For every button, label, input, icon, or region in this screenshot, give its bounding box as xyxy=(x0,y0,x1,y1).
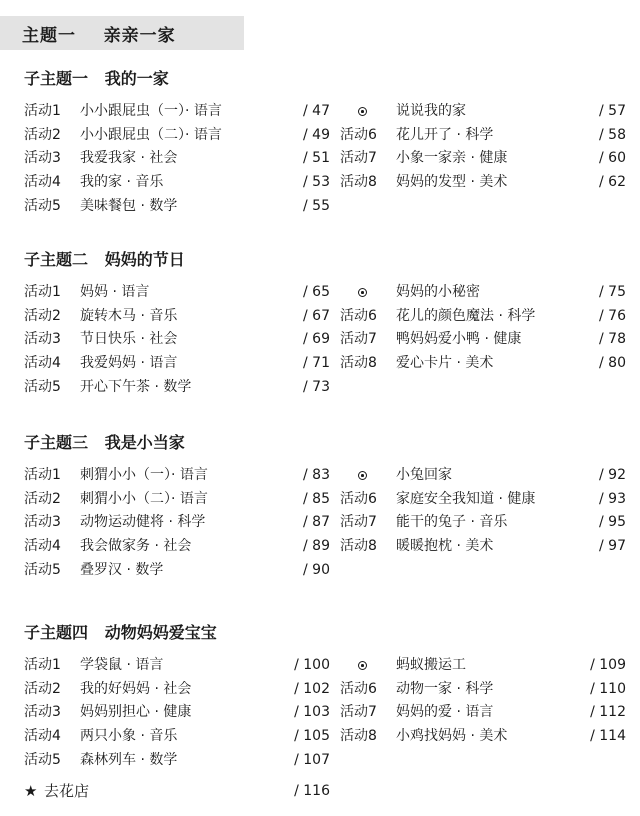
subtheme-title xyxy=(24,620,217,643)
page-number: / 75 xyxy=(599,284,626,300)
toc-entry[interactable] xyxy=(340,535,640,558)
activity-name: 蚂蚁搬运工 xyxy=(396,657,466,673)
activity-name: 开心下午茶 · 数学 xyxy=(80,378,192,395)
subtheme-title xyxy=(24,430,185,453)
activity-number: 活动4 xyxy=(24,174,61,191)
activity-number: 活动5 xyxy=(24,378,61,395)
toc-entry[interactable] xyxy=(24,511,330,534)
page-number: / 90 xyxy=(303,561,330,578)
toc-entry[interactable] xyxy=(24,464,330,487)
page-number: / 55 xyxy=(303,197,330,214)
activity-number: 活动5 xyxy=(24,561,61,578)
circle-bullet-icon xyxy=(358,107,367,116)
activity-number: 活动2 xyxy=(24,126,61,143)
activity-number: 活动1 xyxy=(24,284,61,300)
activity-number: 活动5 xyxy=(24,751,61,768)
activity-name: 暖暖抱枕 · 美术 xyxy=(396,538,494,555)
page-number: / 109 xyxy=(590,657,626,673)
subtheme-label: 子主题一 xyxy=(24,69,89,88)
toc-entry[interactable] xyxy=(24,559,330,582)
toc-entry[interactable] xyxy=(24,281,330,304)
activity-name: 动物一家 · 科学 xyxy=(396,680,494,697)
page-number: / 93 xyxy=(599,490,626,507)
page-number: / 100 xyxy=(294,657,330,673)
activity-number: 活动8 xyxy=(340,728,377,745)
page-number: / 83 xyxy=(303,467,330,483)
activity-number: 活动3 xyxy=(24,704,61,721)
activity-number: 活动7 xyxy=(340,704,377,721)
toc-entry[interactable] xyxy=(340,124,640,147)
page-number: / 60 xyxy=(599,150,626,167)
activity-name: 小象一家亲 · 健康 xyxy=(396,150,508,167)
activity-name: 妈妈的发型 · 美术 xyxy=(396,174,508,191)
page-number: / 103 xyxy=(294,704,330,721)
page-number: / 87 xyxy=(303,514,330,531)
toc-entry[interactable] xyxy=(340,328,640,351)
page-number: / 57 xyxy=(599,103,626,119)
activity-number: 活动7 xyxy=(340,150,377,167)
activity-number: 活动7 xyxy=(340,514,377,531)
activity-name: 学袋鼠 · 语言 xyxy=(80,657,164,673)
toc-entry[interactable] xyxy=(24,100,330,123)
activity-name: 妈妈别担心 · 健康 xyxy=(80,704,192,721)
activity-number: 活动6 xyxy=(340,490,377,507)
page-number: / 92 xyxy=(599,467,626,483)
toc-entry[interactable] xyxy=(340,352,640,375)
activity-number: 活动2 xyxy=(24,307,61,324)
theme-header xyxy=(0,16,244,50)
toc-entry[interactable] xyxy=(24,488,330,511)
activity-number: 活动1 xyxy=(24,467,61,483)
toc-entry[interactable] xyxy=(24,725,330,748)
activity-number: 活动6 xyxy=(340,126,377,143)
page-number: / 105 xyxy=(294,728,330,745)
activity-name: 森林列车 · 数学 xyxy=(80,751,178,768)
activity-name: 妈妈 · 语言 xyxy=(80,284,150,300)
activity-name: 我爱妈妈 · 语言 xyxy=(80,355,178,372)
page-number: / 53 xyxy=(303,174,330,191)
activity-name: 妈妈的爱 · 语言 xyxy=(396,704,494,721)
toc-entry[interactable] xyxy=(340,464,640,487)
activity-name: 刺猬小小（二）· 语言 xyxy=(80,490,208,507)
toc-entry[interactable] xyxy=(24,535,330,558)
toc-entry[interactable] xyxy=(24,376,330,399)
page-number: / 51 xyxy=(303,150,330,167)
activity-name: 我的家 · 音乐 xyxy=(80,174,164,191)
toc-entry[interactable] xyxy=(24,678,330,701)
activity-number: 活动6 xyxy=(340,307,377,324)
activity-number: 活动3 xyxy=(24,150,61,167)
circle-bullet-icon xyxy=(358,661,367,670)
activity-name: 动物运动健将 · 科学 xyxy=(80,514,206,531)
activity-number: 活动1 xyxy=(24,103,61,119)
subtheme-title xyxy=(24,66,169,89)
subtheme-name: 妈妈的节日 xyxy=(104,250,185,269)
toc-entry[interactable] xyxy=(340,488,640,511)
toc-entry[interactable] xyxy=(340,305,640,328)
page-number: / 76 xyxy=(599,307,626,324)
toc-entry[interactable] xyxy=(24,701,330,724)
toc-entry[interactable] xyxy=(340,654,640,677)
activity-name: 刺猬小小（一）· 语言 xyxy=(80,467,208,483)
activity-name: 旋转木马 · 音乐 xyxy=(80,307,178,324)
activity-name: 叠罗汉 · 数学 xyxy=(80,561,164,578)
activity-name: 我会做家务 · 社会 xyxy=(80,538,192,555)
toc-entry[interactable] xyxy=(340,147,640,170)
page-number: / 97 xyxy=(599,538,626,555)
subtheme-title xyxy=(24,247,185,270)
toc-entry[interactable] xyxy=(24,171,330,194)
page-number: / 85 xyxy=(303,490,330,507)
star-icon: ★ xyxy=(24,782,38,800)
subtheme-name: 动物妈妈爱宝宝 xyxy=(104,623,217,642)
page-number: / 114 xyxy=(590,728,626,745)
subtheme-label: 子主题二 xyxy=(24,250,89,269)
page-number: / 110 xyxy=(590,680,626,697)
page-number: / 47 xyxy=(303,103,330,119)
page-number: / 62 xyxy=(599,174,626,191)
toc-entry[interactable] xyxy=(24,654,330,677)
toc-entry[interactable] xyxy=(24,352,330,375)
subtheme-name: 我是小当家 xyxy=(104,433,185,452)
page-number: / 58 xyxy=(599,126,626,143)
toc-entry[interactable] xyxy=(340,511,640,534)
activity-number: 活动5 xyxy=(24,197,61,214)
activity-number: 活动4 xyxy=(24,728,61,745)
toc-entry[interactable] xyxy=(24,147,330,170)
activity-name: 小鸡找妈妈 · 美术 xyxy=(396,728,508,745)
toc-entry[interactable] xyxy=(340,281,640,304)
activity-name: 家庭安全我知道 · 健康 xyxy=(396,490,536,507)
page-number: / 102 xyxy=(294,680,330,697)
activity-number: 活动6 xyxy=(340,680,377,697)
toc-entry[interactable] xyxy=(340,701,640,724)
activity-name: 能干的兔子 · 音乐 xyxy=(396,514,508,531)
activity-name: 我的好妈妈 · 社会 xyxy=(80,680,192,697)
activity-name: 鸭妈妈爱小鸭 · 健康 xyxy=(396,331,522,348)
page-number: / 65 xyxy=(303,284,330,300)
activity-name: 花儿开了 · 科学 xyxy=(396,126,494,143)
activity-number: 活动2 xyxy=(24,490,61,507)
page-number: / 73 xyxy=(303,378,330,395)
activity-number: 活动3 xyxy=(24,514,61,531)
activity-number: 活动7 xyxy=(340,331,377,348)
toc-entry[interactable] xyxy=(24,749,330,772)
activity-name: 说说我的家 xyxy=(396,103,466,119)
subtheme-name: 我的一家 xyxy=(104,69,169,88)
activity-number: 活动8 xyxy=(340,538,377,555)
toc-entry[interactable] xyxy=(340,678,640,701)
page-number: / 107 xyxy=(294,751,330,768)
activity-number: 活动4 xyxy=(24,355,61,372)
theme-label: 主题一 xyxy=(22,25,76,46)
page-number: / 80 xyxy=(599,355,626,372)
page-number: / 95 xyxy=(599,514,626,531)
extra-entry-page: / 116 xyxy=(294,783,330,799)
extra-entry-name: 去花店 xyxy=(44,782,90,800)
theme-title: 亲亲一家 xyxy=(103,25,176,46)
page-number: / 71 xyxy=(303,355,330,372)
page-number: / 89 xyxy=(303,538,330,555)
toc-entry[interactable] xyxy=(24,328,330,351)
page-number: / 49 xyxy=(303,126,330,143)
activity-name: 两只小象 · 音乐 xyxy=(80,728,178,745)
extra-entry[interactable] xyxy=(24,780,330,803)
circle-bullet-icon xyxy=(358,471,367,480)
toc-entry[interactable] xyxy=(340,725,640,748)
page-number: / 67 xyxy=(303,307,330,324)
activity-name: 小兔回家 xyxy=(396,467,452,483)
page-number: / 112 xyxy=(590,704,626,721)
circle-bullet-icon xyxy=(358,288,367,297)
activity-name: 我爱我家 · 社会 xyxy=(80,150,178,167)
toc-entry[interactable] xyxy=(24,305,330,328)
activity-name: 美味餐包 · 数学 xyxy=(80,197,178,214)
activity-name: 妈妈的小秘密 xyxy=(396,284,480,300)
toc-entry[interactable] xyxy=(24,195,330,218)
activity-name: 小小跟屁虫（一）· 语言 xyxy=(80,103,222,119)
activity-name: 爱心卡片 · 美术 xyxy=(396,355,494,372)
activity-number: 活动8 xyxy=(340,355,377,372)
page-number: / 69 xyxy=(303,331,330,348)
activity-number: 活动8 xyxy=(340,174,377,191)
toc-entry[interactable] xyxy=(340,171,640,194)
subtheme-label: 子主题三 xyxy=(24,433,89,452)
activity-name: 小小跟屁虫（二）· 语言 xyxy=(80,126,222,143)
page-number: / 78 xyxy=(599,331,626,348)
activity-name: 花儿的颜色魔法 · 科学 xyxy=(396,307,536,324)
activity-number: 活动3 xyxy=(24,331,61,348)
toc-entry[interactable] xyxy=(340,100,640,123)
activity-number: 活动1 xyxy=(24,657,61,673)
activity-name: 节日快乐 · 社会 xyxy=(80,331,178,348)
activity-number: 活动4 xyxy=(24,538,61,555)
subtheme-label: 子主题四 xyxy=(24,623,89,642)
toc-entry[interactable] xyxy=(24,124,330,147)
activity-number: 活动2 xyxy=(24,680,61,697)
